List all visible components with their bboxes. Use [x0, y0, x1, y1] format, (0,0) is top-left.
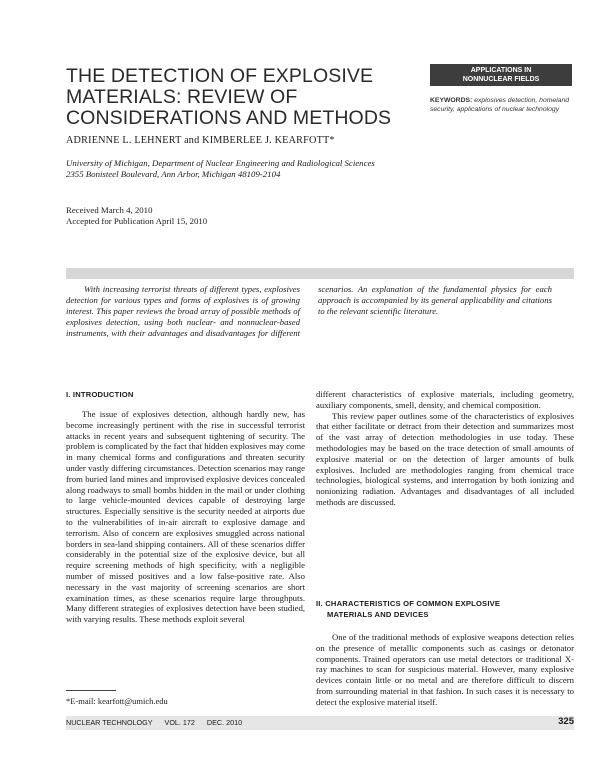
- authors: ADRIENNE L. LEHNERT and KIMBERLEE J. KEARFOTT*: [66, 135, 335, 146]
- heading-line: MATERIALS AND DEVICES: [327, 610, 429, 619]
- footnote: *E-mail: kearfott@umich.edu: [66, 696, 168, 706]
- intro-paragraph-continued: different characteristics of explosive materials, including geometry, auxiliary components, smell, density, and chemical composition.: [316, 389, 574, 410]
- received-date: Received March 4, 2010: [66, 205, 153, 215]
- left-column: [66, 409, 305, 625]
- keywords: [430, 96, 575, 114]
- right-column: [316, 389, 574, 508]
- section-heading-characteristics: [316, 598, 574, 620]
- characteristics-paragraph: One of the traditional methods of explosive weapons detection relies on the presence of metallic components such as casings or detonator components. Trained operators can use metal detectors or traditional X-ray machines to scan for suspicious material. However, many explosive devices contain little or no metal and are therefore difficult to discern from surrounding material in that fashion. In such cases it is necessary to detect the explosive material itself.: [316, 632, 574, 707]
- badge-line: NONNUCLEAR FIELDS: [462, 75, 540, 83]
- article-title: [66, 66, 396, 129]
- dates: [66, 205, 207, 227]
- abstract-divider-bar: [66, 268, 574, 279]
- intro-paragraph: The issue of explosives detection, although hardly new, has become increasingly pertinent with the rise in successful terrorist attacks in recent years and subsequent tightening of security. The problem is complicated by the fact that hidden explosives may come in many chemical forms and configurations and threaten security under vastly differing circumstances. Detection scenarios may range from buried land mines and improvised explosive devices concealed along roadways to small bombs hidden in the mail or under clothing to large vehicle-mounted devices capable of destroying large structures. Especially sensitive is the security needed at airports due to the vulnerabilities of in-air aircraft to explosive damage and terrorism. Also of concern are explosives smuggled across national borders in sea-land shipping containers. All of these scenarios differ considerably in the potential size of the explosive device, but all require screening methods of high specificity, with a negligible number of missed positives and a low false-positive rate. Also necessary in the vast majority of screening scenarios are short examination times, as these scenarios require large throughputs. Many different strategies of explosives detection have been studied, with varying results. These methods exploit several: [66, 409, 305, 625]
- abstract: With increasing terrorist threats of different types, explosives detection for various types and forms of explosives is of growing interest. This paper reviews the broad array of possible methods of explosives detection, using both nuclear- and nonnuclear-based instruments, with their advantages and disadvantages for different scenarios. An explanation of the fundamental physics for each approach is accompanied by its general applicability and citations to the relevant scientific literature.: [66, 284, 552, 338]
- badge-line: APPLICATIONS IN: [470, 67, 532, 74]
- journal-name: NUCLEAR TECHNOLOGY: [66, 718, 153, 727]
- affiliation-line: University of Michigan, Department of Nuclear Engineering and Radiological Sciences: [66, 158, 375, 168]
- section-badge: [430, 64, 572, 86]
- journal-volume: VOL. 172: [164, 718, 195, 727]
- affiliation-line: 2355 Bonisteel Boulevard, Ann Arbor, Michigan 48109-2104: [66, 169, 281, 179]
- intro-paragraph-2: This review paper outlines some of the characteristics of explosives that either facilitate or detract from their detection and summarizes most of the vast array of detection methodologies in use today. These methodologies may be based on the trace detection of small amounts of explosive material or on the detection of larger amounts of bulk explosives. Included are methodologies ranging from chemical trace technologies, biological systems, and interrogation by both ionizing and nonionizing radiation. Advantages and disadvantages of all included methods are discussed.: [316, 410, 574, 507]
- section-heading-introduction: I. INTRODUCTION: [66, 390, 134, 399]
- footer: [66, 718, 574, 728]
- keywords-label: KEYWORDS:: [430, 97, 473, 104]
- title-line: CONSIDERATIONS AND METHODS: [66, 107, 392, 129]
- footnote-rule: [66, 690, 116, 691]
- title-line: THE DETECTION OF EXPLOSIVE: [66, 65, 374, 87]
- keywords-text: explosives detection, homeland security, applications of nuclear technology: [430, 97, 570, 113]
- right-column-section2: [316, 632, 574, 708]
- title-line: MATERIALS: REVIEW OF: [66, 86, 298, 108]
- page-number: 325: [558, 716, 574, 727]
- affiliation: [66, 158, 375, 180]
- accepted-date: Accepted for Publication April 15, 2010: [66, 216, 208, 226]
- journal-date: DEC. 2010: [206, 718, 243, 727]
- heading-line: II. CHARACTERISTICS OF COMMON EXPLOSIVE: [316, 599, 501, 608]
